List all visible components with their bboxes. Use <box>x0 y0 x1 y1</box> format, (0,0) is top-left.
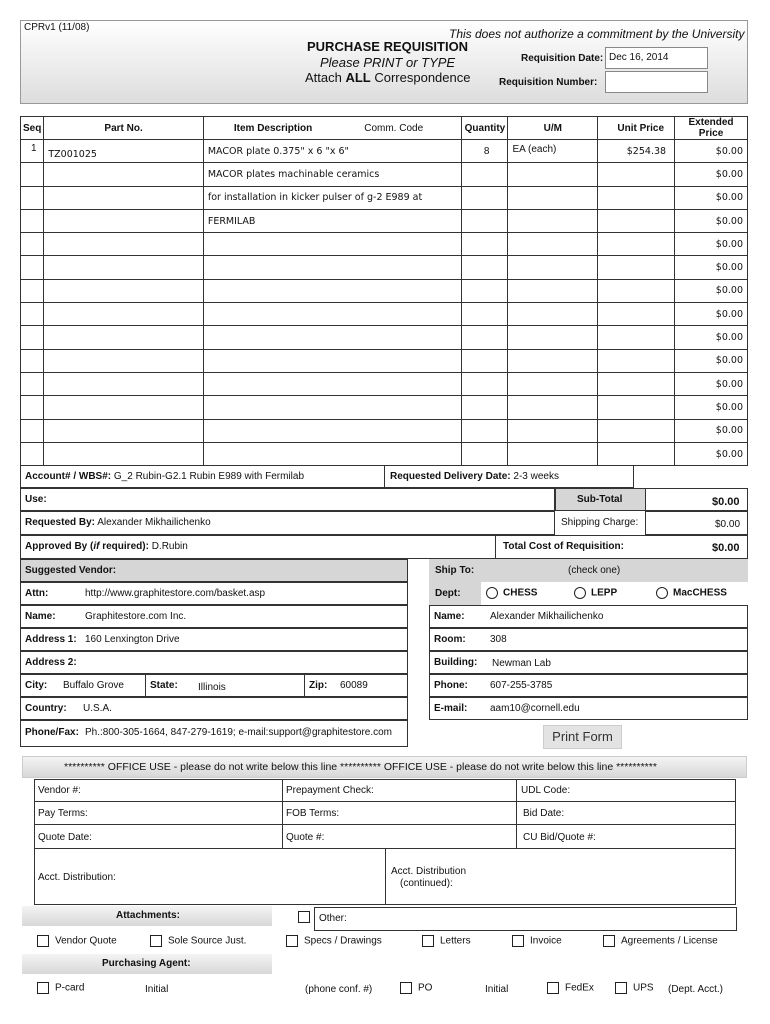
checkbox-icon[interactable] <box>422 935 434 947</box>
cell-um[interactable] <box>508 233 598 256</box>
shipping-label: Shipping Charge: <box>561 517 639 528</box>
ship-name-label: Name: <box>434 611 465 622</box>
attachments-label: Attachments: <box>116 910 180 921</box>
po-initial-label: Initial <box>485 984 509 995</box>
cell-desc[interactable] <box>203 372 462 395</box>
table-row <box>21 442 748 465</box>
checkbox-icon[interactable] <box>547 982 559 994</box>
attach-sole-source[interactable]: Sole Source Just. <box>150 935 246 947</box>
account-line: Account# / WBS#: G_2 Rubin-G2.1 Rubin E989 with Fermilab <box>25 471 304 482</box>
cell-unit[interactable] <box>598 303 675 326</box>
cell-seq[interactable] <box>21 396 44 419</box>
cell-um[interactable] <box>508 163 598 186</box>
cu-bid-label: CU Bid/Quote #: <box>523 832 596 843</box>
shipping-value: $0.00 <box>715 519 741 530</box>
vendor-addr1-field[interactable] <box>20 628 408 651</box>
cell-ext[interactable]: $0.00 <box>675 419 748 442</box>
cell-desc[interactable]: FERMILAB <box>203 209 462 232</box>
table-row <box>21 186 748 209</box>
cell-seq[interactable]: 1 <box>21 140 44 163</box>
cell-seq[interactable] <box>21 303 44 326</box>
cell-desc[interactable] <box>203 442 462 465</box>
cell-part[interactable]: TZ001025 <box>44 140 204 163</box>
cell-ext[interactable]: $0.00 <box>675 256 748 279</box>
vendor-addr1-label: Address 1: <box>25 634 77 645</box>
cell-um[interactable] <box>508 372 598 395</box>
checkbox-icon[interactable] <box>400 982 412 994</box>
ship-room-label: Room: <box>434 634 466 645</box>
table-row <box>21 256 748 279</box>
cell-seq[interactable] <box>21 326 44 349</box>
cell-part[interactable] <box>44 279 204 302</box>
ship-building-value: Newman Lab <box>492 658 551 669</box>
cell-part[interactable] <box>44 349 204 372</box>
cell-seq[interactable] <box>21 442 44 465</box>
cell-part[interactable] <box>44 233 204 256</box>
ship-email-value: aam10@cornell.edu <box>490 703 580 714</box>
cell-ext[interactable]: $0.00 <box>675 186 748 209</box>
ship-phone-label: Phone: <box>434 680 468 691</box>
checkbox-icon[interactable] <box>37 982 49 994</box>
cell-part[interactable] <box>44 256 204 279</box>
vendor-country-value: U.S.A. <box>83 703 112 714</box>
vendor-attn-label: Attn: <box>25 588 49 599</box>
ship-email-label: E-mail: <box>434 703 468 714</box>
cell-unit[interactable] <box>598 209 675 232</box>
cell-ext[interactable]: $0.00 <box>675 140 748 163</box>
cell-unit[interactable] <box>598 163 675 186</box>
vendor-state-value: Illinois <box>198 682 226 693</box>
cell-unit[interactable] <box>598 233 675 256</box>
table-row <box>21 140 748 163</box>
cell-um[interactable] <box>508 442 598 465</box>
checkbox-icon[interactable] <box>615 982 627 994</box>
table-row <box>21 233 748 256</box>
cell-um[interactable] <box>508 419 598 442</box>
col-qty: Quantity <box>462 117 508 140</box>
radio-icon[interactable] <box>656 587 668 599</box>
cell-seq[interactable] <box>21 256 44 279</box>
attach-agreements[interactable]: Agreements / License <box>603 935 718 947</box>
cell-part[interactable] <box>44 163 204 186</box>
dept-opt-chess[interactable]: CHESS <box>486 587 537 599</box>
form-code: CPRv1 (11/08) <box>24 22 90 33</box>
cell-desc[interactable] <box>203 233 462 256</box>
approved-by-line: Approved By (if required): D.Rubin <box>25 541 188 552</box>
cell-ext[interactable]: $0.00 <box>675 303 748 326</box>
cell-ext[interactable]: $0.00 <box>675 442 748 465</box>
cell-um[interactable] <box>508 303 598 326</box>
items-table <box>20 116 748 466</box>
cell-unit[interactable] <box>598 372 675 395</box>
cell-seq[interactable] <box>21 209 44 232</box>
form-title: PURCHASE REQUISITION <box>307 39 469 54</box>
table-row <box>21 372 748 395</box>
attach-letters[interactable]: Letters <box>422 935 471 947</box>
vendor-phone-value: Ph.:800-305-1664, 847-279-1619; e-mail:support@graphitestore.com <box>85 727 393 738</box>
cell-qty[interactable] <box>462 163 508 186</box>
cell-ext[interactable]: $0.00 <box>675 279 748 302</box>
cell-qty[interactable] <box>462 349 508 372</box>
ship-name-value: Alexander Mikhailichenko <box>490 611 604 622</box>
cell-desc[interactable] <box>203 256 462 279</box>
cell-um[interactable] <box>508 396 598 419</box>
req-date-field[interactable]: Dec 16, 2014 <box>605 47 708 69</box>
cell-unit[interactable] <box>598 442 675 465</box>
office-use-banner-text: ********** OFFICE USE - please do not write below this line ********** OFFICE USE - please do not write below this line ********** <box>64 761 657 773</box>
ship-email-field[interactable] <box>429 697 748 720</box>
dept-opt-macchess[interactable]: MacCHESS <box>656 587 727 599</box>
use-field[interactable] <box>20 488 555 511</box>
checkbox-icon[interactable] <box>150 935 162 947</box>
cell-ext[interactable]: $0.00 <box>675 396 748 419</box>
cell-qty[interactable] <box>462 396 508 419</box>
col-unit: Unit Price <box>598 117 675 140</box>
delivery-line: Requested Delivery Date: 2-3 weeks <box>390 471 559 482</box>
checkbox-icon[interactable] <box>603 935 615 947</box>
prepay-label: Prepayment Check: <box>286 785 374 796</box>
cell-desc[interactable]: MACOR plates machinable ceramics <box>203 163 462 186</box>
acct-dist-cont-label-2: (continued): <box>400 878 453 889</box>
cell-desc[interactable] <box>203 396 462 419</box>
cell-qty[interactable] <box>462 186 508 209</box>
cell-um[interactable] <box>508 209 598 232</box>
req-number-field[interactable] <box>605 71 708 93</box>
vendor-addr1-value: 160 Lenxington Drive <box>85 634 180 645</box>
cell-um[interactable] <box>508 349 598 372</box>
acct-dist-cont-label-1: Acct. Distribution <box>391 866 467 877</box>
quote-no-label: Quote #: <box>286 832 325 843</box>
subtotal-label: Sub-Total <box>577 494 623 505</box>
dept-opt-lepp[interactable]: LEPP <box>574 587 617 599</box>
vendor-city-value: Buffalo Grove <box>63 680 124 691</box>
cell-um[interactable] <box>508 326 598 349</box>
cell-seq[interactable] <box>21 186 44 209</box>
pay-terms-label: Pay Terms: <box>38 808 88 819</box>
other-field[interactable] <box>314 907 737 931</box>
cell-qty[interactable] <box>462 372 508 395</box>
cell-ext[interactable]: $0.00 <box>675 326 748 349</box>
dept-label: Dept: <box>435 588 461 599</box>
attach-note: Attach ALL Correspondence <box>305 70 471 85</box>
ship-phone-field[interactable] <box>429 674 748 697</box>
cell-qty[interactable] <box>462 303 508 326</box>
ship-header-label: Ship To: <box>435 565 475 576</box>
vendor-addr2-label: Address 2: <box>25 657 77 668</box>
other-checkbox[interactable] <box>298 911 310 923</box>
cell-qty[interactable] <box>462 256 508 279</box>
vendor-name-value: Graphitestore.com Inc. <box>85 611 187 622</box>
vendor-country-label: Country: <box>25 703 67 714</box>
items-header-row <box>21 117 748 140</box>
cell-part[interactable] <box>44 372 204 395</box>
cell-desc[interactable]: for installation in kicker pulser of g-2 E989 at <box>203 186 462 209</box>
vendor-addr2-field[interactable] <box>20 651 408 674</box>
attach-vendor-quote[interactable]: Vendor Quote <box>37 935 117 947</box>
phone-conf-label: (phone conf. #) <box>305 984 373 995</box>
col-desc: Item Description Comm. Code <box>203 117 462 140</box>
ship-room-value: 308 <box>490 634 507 645</box>
table-row <box>21 419 748 442</box>
disclaimer: This does not authorize a commitment by the University <box>449 27 745 41</box>
vendor-no-label: Vendor #: <box>38 785 81 796</box>
bid-date-label: Bid Date: <box>523 808 565 819</box>
table-row <box>21 326 748 349</box>
requested-by-line: Requested By: Alexander Mikhailichenko <box>25 517 211 528</box>
col-part: Part No. <box>44 117 204 140</box>
cell-seq[interactable] <box>21 163 44 186</box>
print-form-button[interactable]: Print Form <box>543 725 622 749</box>
cell-ext[interactable]: $0.00 <box>675 163 748 186</box>
fedex-option[interactable]: FedEx <box>547 982 594 994</box>
cell-seq[interactable] <box>21 233 44 256</box>
cell-unit[interactable] <box>598 256 675 279</box>
cell-desc[interactable]: MACOR plate 0.375" x 6 "x 6" <box>203 140 462 163</box>
po-option[interactable]: PO <box>400 982 432 994</box>
cell-seq[interactable] <box>21 419 44 442</box>
cell-seq[interactable] <box>21 279 44 302</box>
cell-um[interactable]: EA (each) <box>508 140 598 163</box>
cell-ext[interactable]: $0.00 <box>675 349 748 372</box>
cell-ext[interactable]: $0.00 <box>675 209 748 232</box>
cell-qty[interactable] <box>462 233 508 256</box>
cell-desc[interactable] <box>203 419 462 442</box>
table-row <box>21 279 748 302</box>
cell-qty[interactable] <box>462 419 508 442</box>
use-label: Use: <box>25 494 47 505</box>
cell-part[interactable] <box>44 186 204 209</box>
vendor-zip-value: 60089 <box>340 680 368 691</box>
radio-icon[interactable] <box>574 587 586 599</box>
vendor-country-field[interactable] <box>20 697 408 720</box>
vendor-name-label: Name: <box>25 611 56 622</box>
dept-acct-label: (Dept. Acct.) <box>668 984 724 995</box>
acct-dist-label: Acct. Distribution: <box>38 872 116 883</box>
table-row <box>21 209 748 232</box>
req-number-label: Requisition Number: <box>499 77 598 88</box>
vendor-header-label: Suggested Vendor: <box>25 565 117 576</box>
pcard-initial-label: Initial <box>145 984 169 995</box>
col-seq: Seq <box>21 117 44 140</box>
vendor-zip-label: Zip: <box>309 680 328 691</box>
cell-unit[interactable] <box>598 349 675 372</box>
total-value: $0.00 <box>712 542 740 554</box>
vendor-phone-label: Phone/Fax: <box>25 727 79 738</box>
ship-room-field[interactable] <box>429 628 748 651</box>
checkbox-icon[interactable] <box>512 935 524 947</box>
purchasing-agent-label: Purchasing Agent: <box>102 958 191 969</box>
cell-qty[interactable] <box>462 279 508 302</box>
pcard-option[interactable]: P-card <box>37 982 84 994</box>
attach-invoice[interactable]: Invoice <box>512 935 562 947</box>
vendor-name-field[interactable] <box>20 605 408 628</box>
cell-ext[interactable]: $0.00 <box>675 372 748 395</box>
cell-desc[interactable] <box>203 349 462 372</box>
cell-qty[interactable] <box>462 326 508 349</box>
cell-qty[interactable]: 8 <box>462 140 508 163</box>
ship-check-one: (check one) <box>568 565 621 576</box>
cell-unit[interactable] <box>598 326 675 349</box>
cell-part[interactable] <box>44 209 204 232</box>
ship-building-label: Building: <box>434 657 478 668</box>
cell-seq[interactable] <box>21 372 44 395</box>
cell-part[interactable] <box>44 396 204 419</box>
table-row <box>21 349 748 372</box>
cell-part[interactable] <box>44 419 204 442</box>
cell-ext[interactable]: $0.00 <box>675 233 748 256</box>
ship-phone-value: 607-255-3785 <box>490 680 553 691</box>
cell-part[interactable] <box>44 303 204 326</box>
checkbox-icon[interactable] <box>286 935 298 947</box>
table-row <box>21 163 748 186</box>
checkbox-icon[interactable] <box>37 935 49 947</box>
cell-unit[interactable] <box>598 396 675 419</box>
vendor-attn-value: http://www.graphitestore.com/basket.asp <box>85 588 266 599</box>
table-row <box>21 303 748 326</box>
udl-label: UDL Code: <box>521 785 571 796</box>
cell-unit[interactable] <box>598 419 675 442</box>
fob-label: FOB Terms: <box>286 808 340 819</box>
quote-date-label: Quote Date: <box>38 832 92 843</box>
cell-qty[interactable] <box>462 442 508 465</box>
cell-desc[interactable] <box>203 303 462 326</box>
cell-seq[interactable] <box>21 349 44 372</box>
attach-specs[interactable]: Specs / Drawings <box>286 935 382 947</box>
cell-um[interactable] <box>508 279 598 302</box>
cell-part[interactable] <box>44 326 204 349</box>
form-subtitle: Please PRINT or TYPE <box>320 55 456 70</box>
table-row <box>21 396 748 419</box>
cell-um[interactable] <box>508 256 598 279</box>
vendor-state-label: State: <box>150 680 178 691</box>
vendor-city-label: City: <box>25 680 48 691</box>
other-label: Other: <box>319 913 347 924</box>
cell-qty[interactable] <box>462 209 508 232</box>
req-date-label: Requisition Date: <box>521 53 604 64</box>
cell-unit[interactable] <box>598 186 675 209</box>
cell-part[interactable] <box>44 442 204 465</box>
subtotal-value: $0.00 <box>712 496 740 508</box>
total-label: Total Cost of Requisition: <box>503 541 624 552</box>
cell-um[interactable] <box>508 186 598 209</box>
cell-desc[interactable] <box>203 279 462 302</box>
col-ext: Extended Price <box>675 117 748 140</box>
cell-unit[interactable]: $254.38 <box>598 140 675 163</box>
cell-desc[interactable] <box>203 326 462 349</box>
radio-icon[interactable] <box>486 587 498 599</box>
ups-option[interactable]: UPS <box>615 982 654 994</box>
cell-unit[interactable] <box>598 279 675 302</box>
col-um: U/M <box>508 117 598 140</box>
